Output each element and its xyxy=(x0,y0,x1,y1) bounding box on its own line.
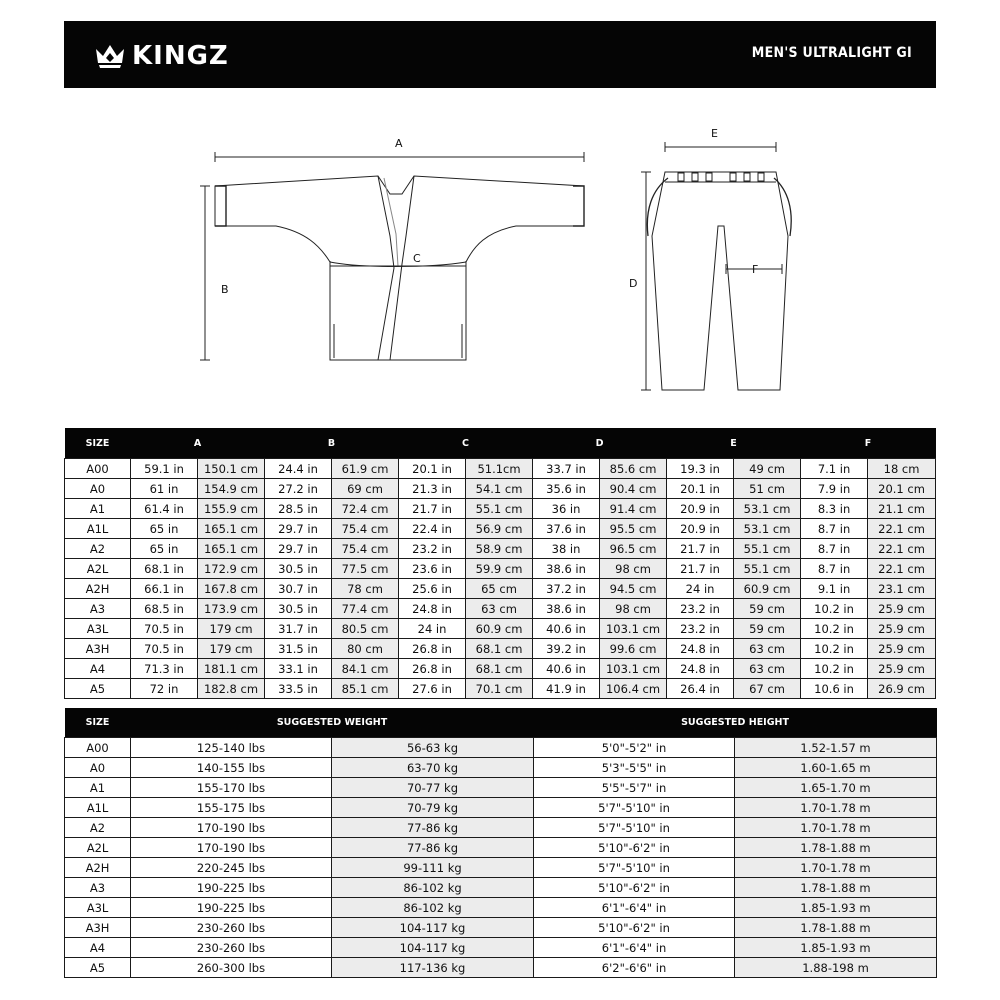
dimension-a-label: A xyxy=(395,137,403,150)
fit-table-body xyxy=(65,738,937,978)
value-cell: 68.1 in xyxy=(131,559,198,579)
value-cell: 23.2 in xyxy=(399,539,466,559)
value-cell: 24 in xyxy=(399,619,466,639)
header-a: A xyxy=(131,428,265,459)
value-cell: 10.6 in xyxy=(801,679,868,699)
value-cell: 63 cm xyxy=(734,659,801,679)
table-row xyxy=(65,918,937,938)
value-cell: 8.7 in xyxy=(801,519,868,539)
value-cell: 39.2 in xyxy=(533,639,600,659)
size-cell: A2H xyxy=(65,579,131,599)
value-cell: 24.8 in xyxy=(667,659,734,679)
value-cell: 140-155 lbs xyxy=(131,758,332,778)
header-suggested-weight: SUGGESTED WEIGHT xyxy=(131,708,534,738)
value-cell: 31.7 in xyxy=(265,619,332,639)
header-d: D xyxy=(533,428,667,459)
table-row xyxy=(65,778,937,798)
table-row xyxy=(65,878,937,898)
value-cell: 38.6 in xyxy=(533,599,600,619)
jacket-right-cuff xyxy=(573,186,584,226)
value-cell: 1.70-1.78 m xyxy=(735,818,937,838)
value-cell: 67 cm xyxy=(734,679,801,699)
value-cell: 29.7 in xyxy=(265,519,332,539)
value-cell: 22.1 cm xyxy=(868,559,936,579)
value-cell: 230-260 lbs xyxy=(131,918,332,938)
value-cell: 150.1 cm xyxy=(198,459,265,479)
value-cell: 75.4 cm xyxy=(332,539,399,559)
value-cell: 40.6 in xyxy=(533,619,600,639)
value-cell: 23.2 in xyxy=(667,599,734,619)
value-cell: 33.7 in xyxy=(533,459,600,479)
value-cell: 29.7 in xyxy=(265,539,332,559)
header-c: C xyxy=(399,428,533,459)
product-title: MEN'S ULTRALIGHT GI xyxy=(751,45,912,61)
value-cell: 5'7"-5'10" in xyxy=(534,858,735,878)
value-cell: 25.9 cm xyxy=(868,659,936,679)
value-cell: 179 cm xyxy=(198,619,265,639)
jacket-outline xyxy=(215,176,584,360)
dimension-c-label: C xyxy=(413,252,421,265)
value-cell: 61 in xyxy=(131,479,198,499)
value-cell: 56-63 kg xyxy=(332,738,534,758)
size-cell: A3L xyxy=(65,898,131,918)
table-row xyxy=(65,958,937,978)
value-cell: 23.6 in xyxy=(399,559,466,579)
value-cell: 22.1 cm xyxy=(868,539,936,559)
value-cell: 117-136 kg xyxy=(332,958,534,978)
table-row xyxy=(65,858,937,878)
table-row xyxy=(65,519,936,539)
value-cell: 59.9 cm xyxy=(466,559,533,579)
value-cell: 99.6 cm xyxy=(600,639,667,659)
pants-outline xyxy=(652,172,788,390)
value-cell: 77-86 kg xyxy=(332,838,534,858)
value-cell: 154.9 cm xyxy=(198,479,265,499)
value-cell: 10.2 in xyxy=(801,619,868,639)
dimension-e-line xyxy=(665,142,776,152)
dimension-d-label: D xyxy=(629,277,638,290)
size-cell: A1L xyxy=(65,798,131,818)
value-cell: 179 cm xyxy=(198,639,265,659)
value-cell: 20.9 in xyxy=(667,519,734,539)
dimension-f-label: F xyxy=(752,263,759,276)
size-cell: A00 xyxy=(65,459,131,479)
value-cell: 65 cm xyxy=(466,579,533,599)
value-cell: 84.1 cm xyxy=(332,659,399,679)
value-cell: 86-102 kg xyxy=(332,898,534,918)
dimension-b-line xyxy=(200,186,210,360)
size-cell: A3H xyxy=(65,918,131,938)
size-cell: A0 xyxy=(65,479,131,499)
value-cell: 71.3 in xyxy=(131,659,198,679)
value-cell: 68.1 cm xyxy=(466,659,533,679)
size-cell: A5 xyxy=(65,958,131,978)
value-cell: 172.9 cm xyxy=(198,559,265,579)
size-cell: A5 xyxy=(65,679,131,699)
value-cell: 80.5 cm xyxy=(332,619,399,639)
value-cell: 38 in xyxy=(533,539,600,559)
value-cell: 182.8 cm xyxy=(198,679,265,699)
value-cell: 21.7 in xyxy=(399,499,466,519)
value-cell: 53.1 cm xyxy=(734,499,801,519)
value-cell: 8.7 in xyxy=(801,539,868,559)
value-cell: 155-170 lbs xyxy=(131,778,332,798)
value-cell: 70-79 kg xyxy=(332,798,534,818)
value-cell: 103.1 cm xyxy=(600,659,667,679)
value-cell: 66.1 in xyxy=(131,579,198,599)
value-cell: 170-190 lbs xyxy=(131,818,332,838)
value-cell: 59.1 in xyxy=(131,459,198,479)
value-cell: 90.4 cm xyxy=(600,479,667,499)
value-cell: 27.6 in xyxy=(399,679,466,699)
value-cell: 5'10"-6'2" in xyxy=(534,918,735,938)
jacket-lapel xyxy=(378,176,414,360)
value-cell: 36 in xyxy=(533,499,600,519)
table-row xyxy=(65,798,937,818)
table-row xyxy=(65,659,936,679)
header-e: E xyxy=(667,428,801,459)
value-cell: 26.8 in xyxy=(399,659,466,679)
table-row xyxy=(65,499,936,519)
value-cell: 37.6 in xyxy=(533,519,600,539)
value-cell: 28.5 in xyxy=(265,499,332,519)
value-cell: 260-300 lbs xyxy=(131,958,332,978)
value-cell: 6'1"-6'4" in xyxy=(534,898,735,918)
size-table-body xyxy=(65,459,936,699)
table-row xyxy=(65,559,936,579)
size-cell: A2L xyxy=(65,559,131,579)
value-cell: 77.5 cm xyxy=(332,559,399,579)
value-cell: 61.4 in xyxy=(131,499,198,519)
value-cell: 170-190 lbs xyxy=(131,838,332,858)
value-cell: 70.1 cm xyxy=(466,679,533,699)
size-table-header xyxy=(65,428,936,459)
value-cell: 61.9 cm xyxy=(332,459,399,479)
value-cell: 103.1 cm xyxy=(600,619,667,639)
value-cell: 106.4 cm xyxy=(600,679,667,699)
value-cell: 20.1 in xyxy=(667,479,734,499)
value-cell: 6'1"-6'4" in xyxy=(534,938,735,958)
value-cell: 86-102 kg xyxy=(332,878,534,898)
table-row xyxy=(65,599,936,619)
value-cell: 70-77 kg xyxy=(332,778,534,798)
value-cell: 65 in xyxy=(131,519,198,539)
jacket-left-cuff xyxy=(215,186,226,226)
table-row xyxy=(65,479,936,499)
value-cell: 19.3 in xyxy=(667,459,734,479)
value-cell: 26.9 cm xyxy=(868,679,936,699)
value-cell: 78 cm xyxy=(332,579,399,599)
value-cell: 25.9 cm xyxy=(868,599,936,619)
table-row xyxy=(65,639,936,659)
value-cell: 5'7"-5'10" in xyxy=(534,818,735,838)
value-cell: 98 cm xyxy=(600,559,667,579)
value-cell: 85.1 cm xyxy=(332,679,399,699)
value-cell: 165.1 cm xyxy=(198,519,265,539)
value-cell: 58.9 cm xyxy=(466,539,533,559)
table-row xyxy=(65,818,937,838)
header-b: B xyxy=(265,428,399,459)
value-cell: 31.5 in xyxy=(265,639,332,659)
table-row xyxy=(65,938,937,958)
value-cell: 21.7 in xyxy=(667,559,734,579)
size-cell: A3H xyxy=(65,639,131,659)
value-cell: 25.9 cm xyxy=(868,619,936,639)
value-cell: 1.65-1.70 m xyxy=(735,778,937,798)
header-f: F xyxy=(801,428,936,459)
value-cell: 21.3 in xyxy=(399,479,466,499)
value-cell: 75.4 cm xyxy=(332,519,399,539)
value-cell: 59 cm xyxy=(734,619,801,639)
value-cell: 60.9 cm xyxy=(466,619,533,639)
fit-table-header xyxy=(65,708,937,738)
value-cell: 33.1 in xyxy=(265,659,332,679)
value-cell: 63 cm xyxy=(466,599,533,619)
value-cell: 98 cm xyxy=(600,599,667,619)
value-cell: 77.4 cm xyxy=(332,599,399,619)
value-cell: 70.5 in xyxy=(131,619,198,639)
value-cell: 155.9 cm xyxy=(198,499,265,519)
table-row xyxy=(65,758,937,778)
size-cell: A3 xyxy=(65,878,131,898)
value-cell: 55.1 cm xyxy=(466,499,533,519)
value-cell: 38.6 in xyxy=(533,559,600,579)
value-cell: 10.2 in xyxy=(801,659,868,679)
value-cell: 181.1 cm xyxy=(198,659,265,679)
table-row xyxy=(65,579,936,599)
value-cell: 104-117 kg xyxy=(332,938,534,958)
size-cell: A0 xyxy=(65,758,131,778)
value-cell: 173.9 cm xyxy=(198,599,265,619)
value-cell: 125-140 lbs xyxy=(131,738,332,758)
value-cell: 24.8 in xyxy=(667,639,734,659)
value-cell: 165.1 cm xyxy=(198,539,265,559)
dimension-a-line xyxy=(215,152,584,162)
value-cell: 5'5"-5'7" in xyxy=(534,778,735,798)
value-cell: 10.2 in xyxy=(801,599,868,619)
value-cell: 72.4 cm xyxy=(332,499,399,519)
size-cell: A2 xyxy=(65,539,131,559)
jacket-lapel-inner xyxy=(384,178,398,266)
value-cell: 40.6 in xyxy=(533,659,600,679)
value-cell: 155-175 lbs xyxy=(131,798,332,818)
value-cell: 63 cm xyxy=(734,639,801,659)
value-cell: 20.1 in xyxy=(399,459,466,479)
value-cell: 68.5 in xyxy=(131,599,198,619)
value-cell: 53.1 cm xyxy=(734,519,801,539)
size-cell: A1 xyxy=(65,778,131,798)
value-cell: 30.5 in xyxy=(265,559,332,579)
value-cell: 99-111 kg xyxy=(332,858,534,878)
value-cell: 24.8 in xyxy=(399,599,466,619)
header-suggested-height: SUGGESTED HEIGHT xyxy=(534,708,937,738)
value-cell: 30.5 in xyxy=(265,599,332,619)
size-cell: A1L xyxy=(65,519,131,539)
value-cell: 104-117 kg xyxy=(332,918,534,938)
value-cell: 85.6 cm xyxy=(600,459,667,479)
value-cell: 55.1 cm xyxy=(734,539,801,559)
value-cell: 190-225 lbs xyxy=(131,898,332,918)
value-cell: 1.70-1.78 m xyxy=(735,858,937,878)
value-cell: 26.8 in xyxy=(399,639,466,659)
value-cell: 167.8 cm xyxy=(198,579,265,599)
size-measurement-table xyxy=(64,428,936,699)
value-cell: 33.5 in xyxy=(265,679,332,699)
pants-drawstring xyxy=(647,178,791,236)
value-cell: 25.9 cm xyxy=(868,639,936,659)
table-row xyxy=(65,539,936,559)
value-cell: 96.5 cm xyxy=(600,539,667,559)
value-cell: 91.4 cm xyxy=(600,499,667,519)
table-row xyxy=(65,738,937,758)
value-cell: 190-225 lbs xyxy=(131,878,332,898)
size-cell: A4 xyxy=(65,659,131,679)
value-cell: 6'2"-6'6" in xyxy=(534,958,735,978)
header-size: SIZE xyxy=(65,708,131,738)
value-cell: 65 in xyxy=(131,539,198,559)
logo-text: KINGZ xyxy=(132,41,229,71)
value-cell: 23.2 in xyxy=(667,619,734,639)
value-cell: 30.7 in xyxy=(265,579,332,599)
size-cell: A2 xyxy=(65,818,131,838)
value-cell: 68.1 cm xyxy=(466,639,533,659)
value-cell: 1.88-198 m xyxy=(735,958,937,978)
value-cell: 49 cm xyxy=(734,459,801,479)
value-cell: 77-86 kg xyxy=(332,818,534,838)
value-cell: 94.5 cm xyxy=(600,579,667,599)
value-cell: 230-260 lbs xyxy=(131,938,332,958)
size-cell: A1 xyxy=(65,499,131,519)
value-cell: 23.1 cm xyxy=(868,579,936,599)
value-cell: 21.1 cm xyxy=(868,499,936,519)
table-row xyxy=(65,459,936,479)
value-cell: 20.9 in xyxy=(667,499,734,519)
value-cell: 8.7 in xyxy=(801,559,868,579)
value-cell: 26.4 in xyxy=(667,679,734,699)
value-cell: 5'0"-5'2" in xyxy=(534,738,735,758)
value-cell: 20.1 cm xyxy=(868,479,936,499)
value-cell: 1.60-1.65 m xyxy=(735,758,937,778)
value-cell: 27.2 in xyxy=(265,479,332,499)
dimension-e-label: E xyxy=(711,127,718,140)
value-cell: 60.9 cm xyxy=(734,579,801,599)
value-cell: 1.78-1.88 m xyxy=(735,878,937,898)
value-cell: 24 in xyxy=(667,579,734,599)
value-cell: 41.9 in xyxy=(533,679,600,699)
value-cell: 8.3 in xyxy=(801,499,868,519)
value-cell: 80 cm xyxy=(332,639,399,659)
value-cell: 9.1 in xyxy=(801,579,868,599)
suggested-fit-table xyxy=(64,708,937,978)
table-row xyxy=(65,898,937,918)
value-cell: 7.9 in xyxy=(801,479,868,499)
value-cell: 5'10"-6'2" in xyxy=(534,838,735,858)
value-cell: 10.2 in xyxy=(801,639,868,659)
value-cell: 70.5 in xyxy=(131,639,198,659)
value-cell: 25.6 in xyxy=(399,579,466,599)
value-cell: 18 cm xyxy=(868,459,936,479)
table-row xyxy=(65,838,937,858)
value-cell: 1.85-1.93 m xyxy=(735,898,937,918)
size-cell: A00 xyxy=(65,738,131,758)
value-cell: 1.85-1.93 m xyxy=(735,938,937,958)
value-cell: 35.6 in xyxy=(533,479,600,499)
size-cell: A4 xyxy=(65,938,131,958)
size-cell: A3L xyxy=(65,619,131,639)
value-cell: 54.1 cm xyxy=(466,479,533,499)
size-cell: A2L xyxy=(65,838,131,858)
value-cell: 1.78-1.88 m xyxy=(735,918,937,938)
table-row xyxy=(65,679,936,699)
value-cell: 56.9 cm xyxy=(466,519,533,539)
value-cell: 37.2 in xyxy=(533,579,600,599)
size-cell: A2H xyxy=(65,858,131,878)
table-row xyxy=(65,619,936,639)
value-cell: 55.1 cm xyxy=(734,559,801,579)
value-cell: 24.4 in xyxy=(265,459,332,479)
value-cell: 21.7 in xyxy=(667,539,734,559)
value-cell: 220-245 lbs xyxy=(131,858,332,878)
value-cell: 1.70-1.78 m xyxy=(735,798,937,818)
value-cell: 7.1 in xyxy=(801,459,868,479)
value-cell: 5'10"-6'2" in xyxy=(534,878,735,898)
value-cell: 69 cm xyxy=(332,479,399,499)
size-cell: A3 xyxy=(65,599,131,619)
value-cell: 51.1cm xyxy=(466,459,533,479)
dimension-b-label: B xyxy=(221,283,229,296)
value-cell: 22.4 in xyxy=(399,519,466,539)
value-cell: 51 cm xyxy=(734,479,801,499)
value-cell: 1.78-1.88 m xyxy=(735,838,937,858)
value-cell: 95.5 cm xyxy=(600,519,667,539)
value-cell: 72 in xyxy=(131,679,198,699)
header-size: SIZE xyxy=(65,428,131,459)
value-cell: 22.1 cm xyxy=(868,519,936,539)
garment-diagram xyxy=(0,0,1000,420)
value-cell: 5'3"-5'5" in xyxy=(534,758,735,778)
value-cell: 5'7"-5'10" in xyxy=(534,798,735,818)
value-cell: 1.52-1.57 m xyxy=(735,738,937,758)
value-cell: 59 cm xyxy=(734,599,801,619)
value-cell: 63-70 kg xyxy=(332,758,534,778)
